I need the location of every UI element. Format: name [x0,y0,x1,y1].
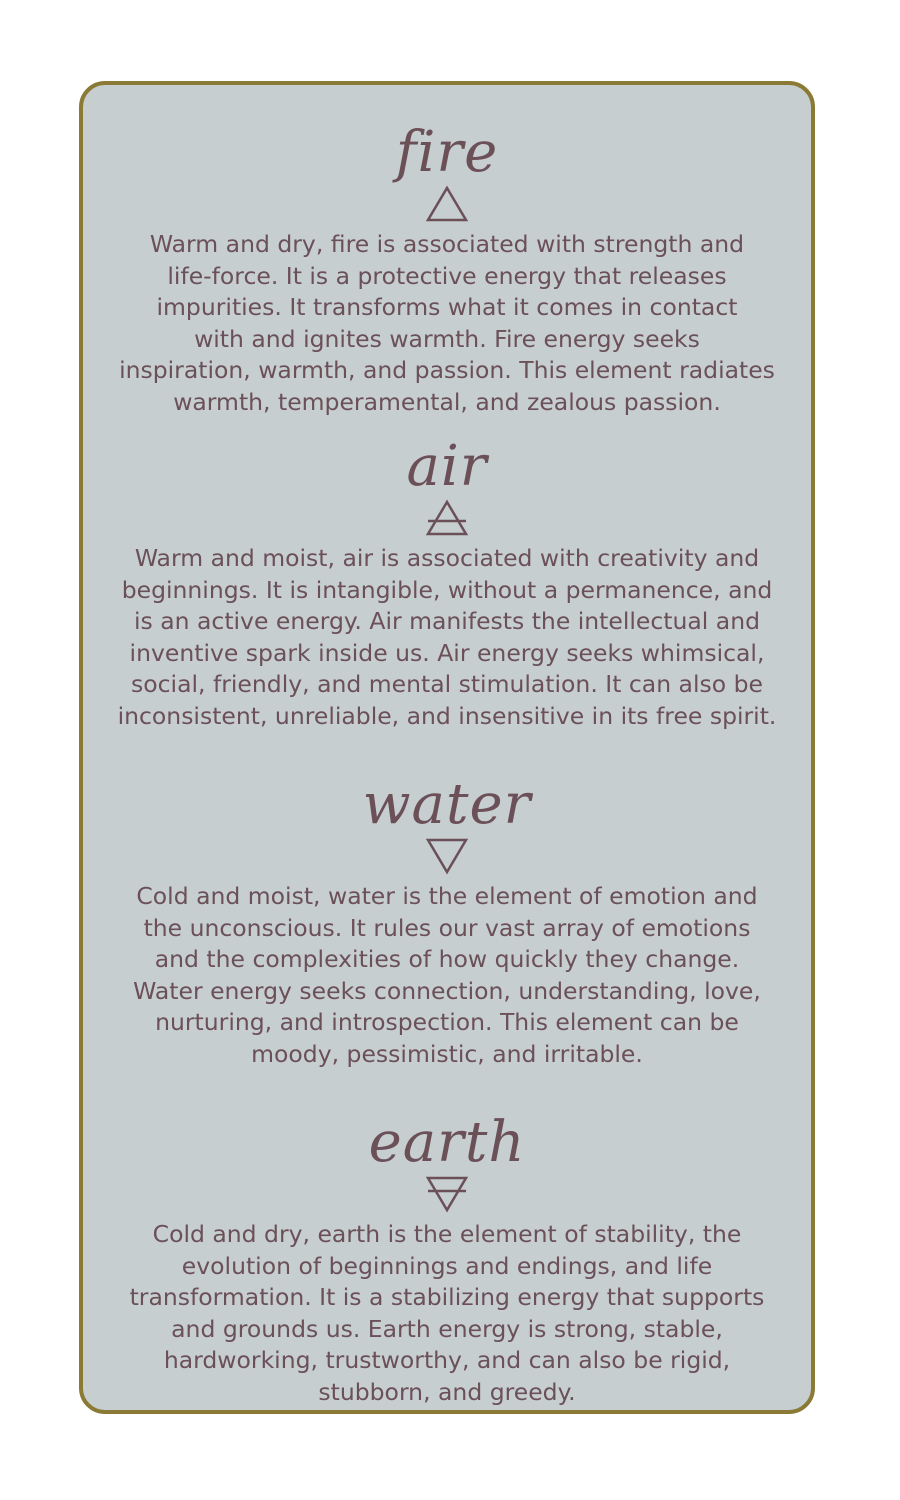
earth-description: Cold and dry, earth is the element of stability, the evolution of beginnings and endings, and life transformation. It is a stabilizing energy that supports and grounds us. Earth energy is strong, stable, hardworking, trustworthy, and can also be rigid, stubborn, and greedy. [129,1220,765,1406]
fire-section [83,120,811,418]
water-title: water [362,772,532,837]
air-description: Warm and moist, air is associated with creativity and beginnings. It is intangible, without a permanence, and is an active energy. Air manifests the intellectual and inventive spark inside us. Air energy seeks whimsical, social, friendly, and mental stimulation. It can also be inconsistent, unreliable, and insensitive in its free spirit. [117,544,777,730]
earth-section [83,1110,811,1408]
air-triangle-icon [425,499,469,537]
water-description: Cold and moist, water is the element of emotion and the unconscious. It rules our vast array of emotions and the complexities of how quickly they change. Water energy seeks connection, understanding, love, nurturing, and introspection. This element can be moody, pessimistic, and irritable. [133,882,761,1068]
fire-description: Warm and dry, fire is associated with strength and life-force. It is a protective energy that releases impurities. It transforms what it comes in contact with and ignites warmth. Fire energy seeks inspiration, warmth, and passion. This element radiates warmth, temperamental, and zealous passion. [119,230,775,416]
earth-title: earth [368,1110,526,1175]
earth-triangle-icon [425,1175,469,1213]
water-section [83,772,811,1070]
air-section [83,434,811,732]
fire-title: fire [395,120,499,185]
air-title: air [406,434,488,499]
elements-card [79,81,815,1414]
fire-triangle-icon [425,185,469,223]
water-triangle-icon [425,837,469,875]
